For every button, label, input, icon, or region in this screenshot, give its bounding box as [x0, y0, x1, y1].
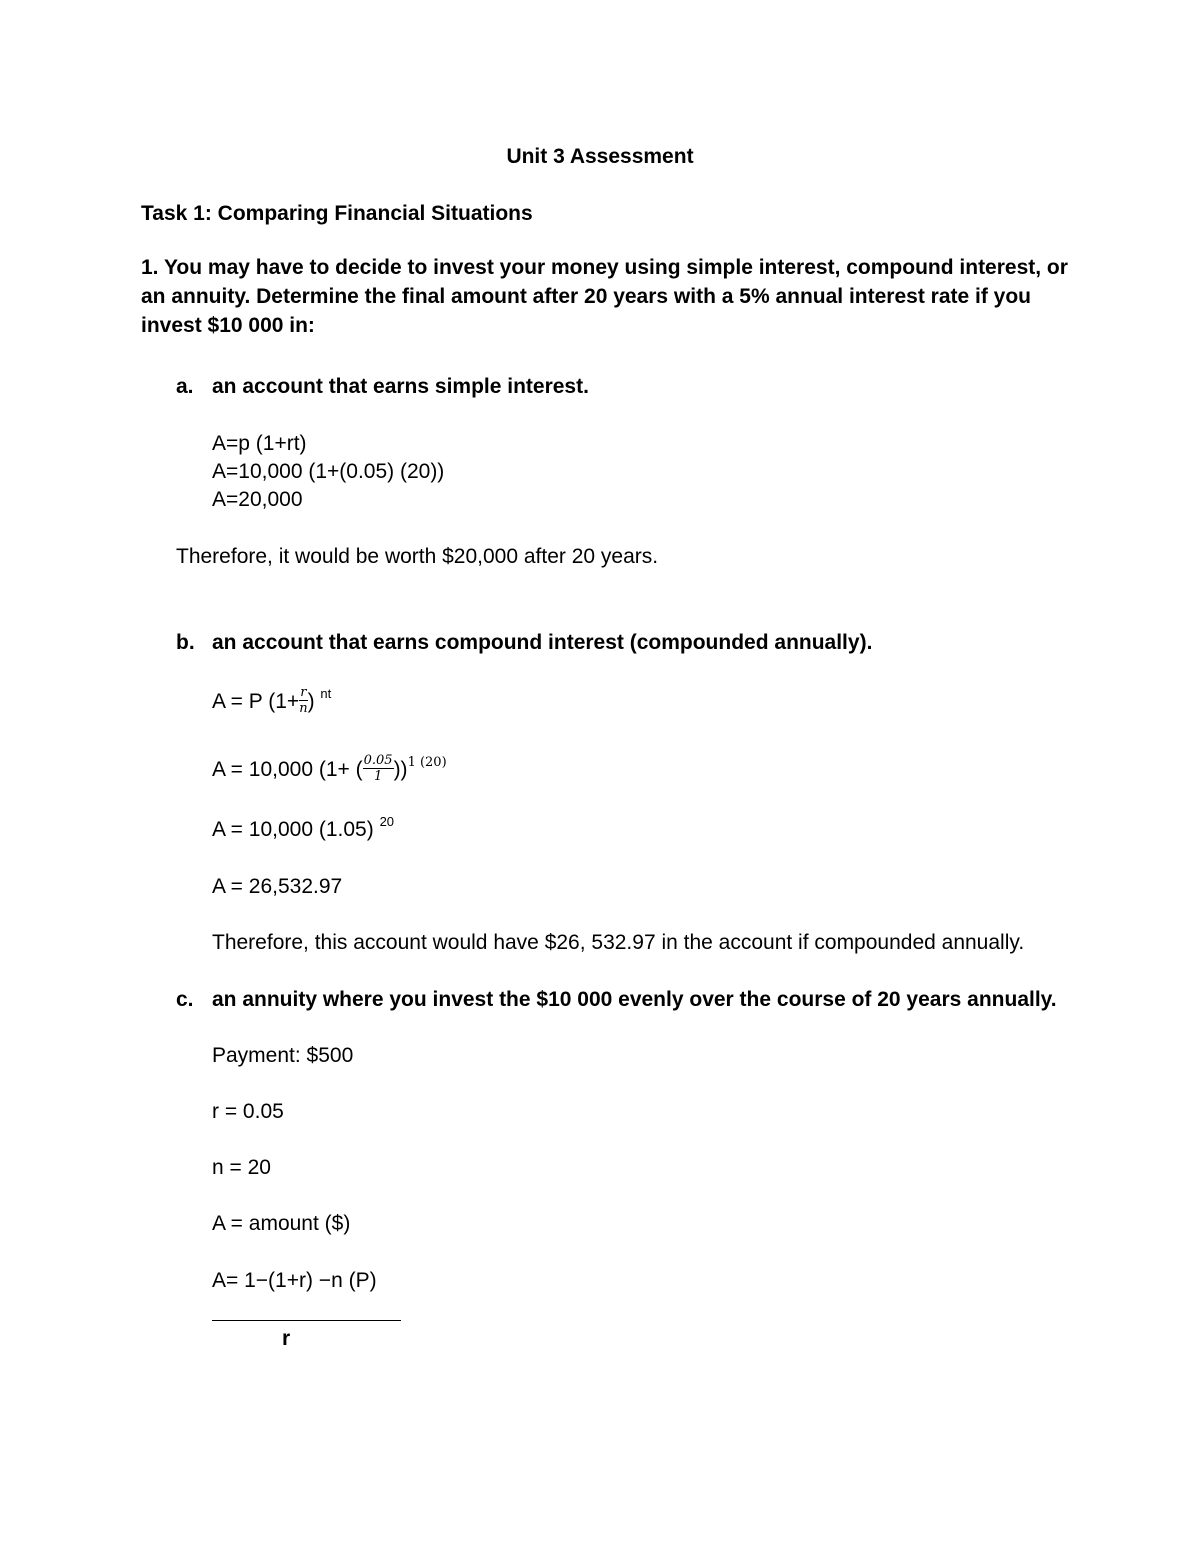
part-b-equation-4: A = 26,532.97: [212, 875, 343, 898]
part-c-rate: r = 0.05: [212, 1100, 284, 1123]
part-b-letter: b.: [176, 631, 195, 654]
part-a-prompt: an account that earns simple interest.: [212, 375, 589, 398]
part-b-eq1-numerator: r: [300, 685, 307, 700]
part-b-eq1-close: ): [307, 690, 315, 714]
part-b-prompt: an account that earns compound interest (compounded annually).: [212, 631, 873, 654]
part-a-equation-3: A=20,000: [212, 488, 303, 511]
part-b-eq2-exponent: 1 (20): [407, 755, 447, 771]
part-a-equation-2: A=10,000 (1+(0.05) (20)): [212, 460, 445, 483]
part-a-letter: a.: [176, 375, 194, 398]
part-b-eq1-prefix: A = P (1+: [212, 690, 300, 714]
part-b-eq2-numerator: 0.05: [363, 753, 393, 768]
part-b-eq1-exponent: nt: [320, 686, 332, 702]
question-1-line-1: 1. You may have to decide to invest your money using simple interest, compound interest, or: [141, 256, 1068, 279]
part-c-letter: c.: [176, 988, 194, 1011]
part-b-eq2-close: )): [393, 758, 408, 782]
part-c-prompt: an annuity where you invest the $10 000 evenly over the course of 20 years annually.: [212, 988, 1057, 1011]
part-b-equation-3: [212, 816, 394, 846]
part-b-eq2-denominator: 1: [373, 769, 383, 784]
part-c-amount-definition: A = amount ($): [212, 1212, 351, 1235]
part-b-eq2-prefix: A = 10,000 (1+ (: [212, 758, 363, 782]
part-a-equation-1: A=p (1+rt): [212, 432, 307, 455]
part-b-eq1-denominator: n: [299, 701, 308, 716]
part-b-eq1-fraction: [299, 686, 307, 715]
part-a-conclusion: Therefore, it would be worth $20,000 after 20 years.: [176, 545, 659, 568]
part-b-equation-1: [212, 685, 332, 718]
question-1-line-2: an annuity. Determine the final amount after 20 years with a 5% annual interest rate if you: [141, 285, 1032, 308]
part-b-eq2-fraction: [363, 754, 394, 783]
part-c-payment: Payment: $500: [212, 1044, 354, 1067]
part-b-conclusion: Therefore, this account would have $26, 532.97 in the account if compounded annually.: [212, 931, 1025, 954]
part-c-fraction-bar: [212, 1320, 401, 1321]
part-c-formula-numerator: A= 1−(1+r) −n (P): [212, 1269, 377, 1292]
task-heading: Task 1: Comparing Financial Situations: [141, 202, 533, 225]
part-b-eq3-exponent: 20: [379, 814, 395, 829]
part-b-eq3-prefix: A = 10,000 (1.05): [212, 818, 374, 841]
part-c-periods: n = 20: [212, 1156, 271, 1179]
page-title: Unit 3 Assessment: [506, 145, 694, 168]
part-c-formula-denominator: r: [282, 1327, 291, 1350]
question-1-line-3: invest $10 000 in:: [141, 314, 315, 337]
part-b-equation-2: [212, 753, 447, 787]
question-1: [141, 253, 1071, 340]
